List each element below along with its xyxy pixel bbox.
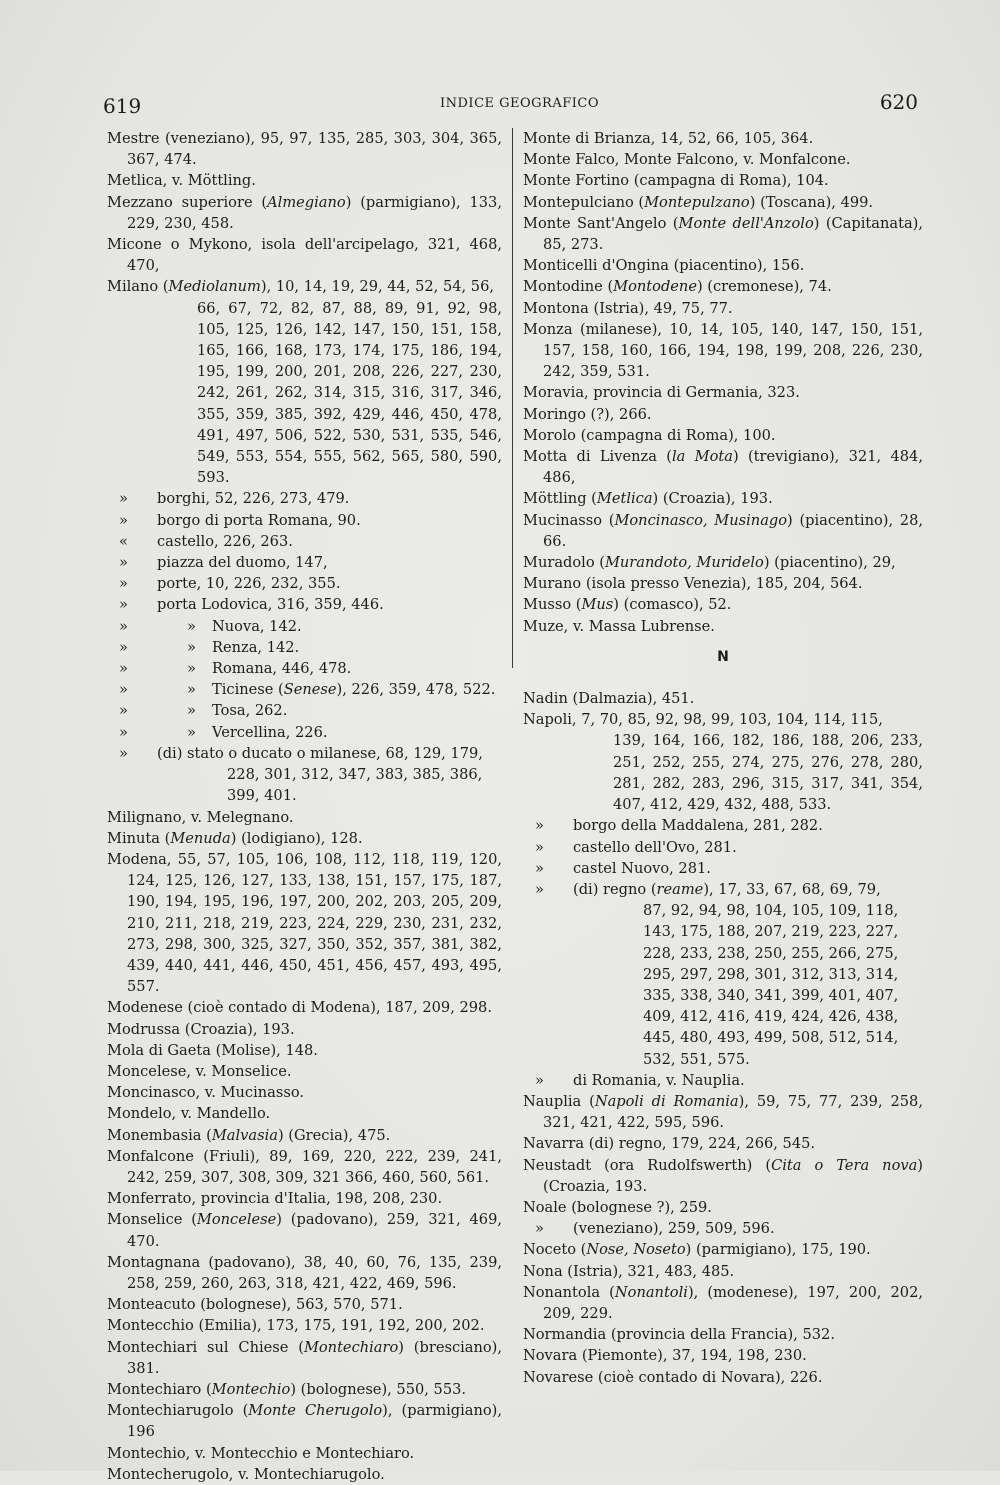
index-entry: Mucinasso (Moncinasco, Musinago) (piacentino), 28, 66. — [523, 511, 924, 550]
left-column — [107, 128, 502, 1485]
index-entry: Montechio, v. Montecchio e Montechiaro. — [107, 1444, 415, 1462]
sub-entry: » » Nuova, 142. — [119, 617, 302, 635]
sub-entry: » » Renza, 142. — [119, 638, 300, 656]
index-entry: Modrussa (Croazia), 193. — [107, 1020, 295, 1038]
right-column — [523, 128, 923, 1388]
index-entry: Moravia, provincia di Germania, 323. — [523, 384, 800, 402]
sub-entry: » » Tosa, 262. — [119, 702, 288, 720]
sub-entry: » (di) stato o ducato o milanese, 68, 129, 179, 228, 301, 312, 347, 383, 385, 386, 399, 401. — [119, 744, 483, 805]
sub-entry: » borgo della Maddalena, 281, 282. — [535, 817, 823, 835]
index-entry-continuation: 66, 67, 72, 82, 87, 88, 89, 91, 92, 98, 105, 125, 126, 142, 147, 150, 151, 158, 165, 166, 168, 173, 174, 175, 186, 194, 195, 199, 200, 201, 208, 226, 227, 230, 242, 261, 262, 314, 315, 316, 317, 346, 355, 359, 385, 392, 429, 446, 450, 478, 491, 497, 506, 522, 530, 531, 535, 546, 549, 553, 554, 555, 562, 565, 580, 590, 593. — [197, 299, 502, 487]
column-divider — [512, 128, 513, 668]
sub-entry: » » Romana, 446, 478. — [119, 660, 352, 678]
index-entry: Modena, 55, 57, 105, 106, 108, 112, 118, 119, 120, 124, 125, 126, 127, 133, 138, 151, 157, 175, 187, 190, 194, 195, 196, 197, 200, 202, 203, 205, 209, 210, 211, 218, 219, 223, 224, 229, 230, 231, 232, 273, 298, 300, 325, 327, 350, 352, 357, 381, 382, 439, 440, 441, 446, 450, 451, 456, 457, 493, 495, 557. — [107, 850, 502, 996]
sub-entry: » (di) regno (reame), 17, 33, 67, 68, 69, 79, 87, 92, 94, 98, 104, 105, 109, 118, 143, 175, 188, 207, 219, 223, 227, 228, 233, 238, 250, 255, 266, 275, 295, 297, 298, 301, 312, 313, 314, 335, 338, 340, 341, 399, 401, 407, 409, 412, 416, 419, 424, 426, 438, 445, 480, 493, 499, 508, 512, 514, 532, 551, 575. — [535, 880, 899, 1068]
page-number-left: 619 — [103, 94, 142, 118]
index-entry: Novara (Piemonte), 37, 194, 198, 230. — [523, 1347, 807, 1365]
page-header — [0, 90, 1000, 120]
index-entry: Monte Falco, Monte Falcono, v. Monfalcone. — [523, 151, 851, 169]
index-entry: Napoli, 7, 70, 85, 92, 98, 99, 103, 104, 114, 115, — [523, 711, 883, 729]
index-entry: Noale (bolognese ?), 259. — [523, 1198, 712, 1216]
page-number-right: 620 — [879, 90, 918, 114]
index-entry: Montona (Istria), 49, 75, 77. — [523, 299, 733, 317]
index-entry: Montecherugolo, v. Montechiarugolo. — [107, 1465, 385, 1483]
index-entry: Montechiari sul Chiese (Montechiaro) (bresciano), 381. — [107, 1338, 502, 1377]
index-entry: Milignano, v. Melegnano. — [107, 808, 294, 826]
index-entry: Moringo (?), 266. — [523, 405, 652, 423]
index-entry: Modenese (cioè contado di Modena), 187, 209, 298. — [107, 999, 492, 1017]
section-letter: N — [717, 648, 729, 665]
index-entry: Möttling (Metlica) (Croazia), 193. — [523, 490, 773, 508]
index-entry: Mondelo, v. Mandello. — [107, 1105, 271, 1123]
index-entry: Metlica, v. Möttling. — [107, 172, 256, 190]
sub-entry: » » Ticinese (Senese), 226, 359, 478, 522. — [119, 681, 496, 699]
index-entry: Mezzano superiore (Almegiano) (parmigiano), 133, 229, 230, 458. — [107, 193, 502, 232]
index-entry: Moncinasco, v. Mucinasso. — [107, 1084, 305, 1102]
index-entry: Monferrato, provincia d'Italia, 198, 208, 230. — [107, 1190, 443, 1208]
index-entry: Musso (Mus) (comasco), 52. — [523, 596, 732, 614]
sub-entry: » » Vercellina, 226. — [119, 723, 328, 741]
index-entry: Moncelese, v. Monselice. — [107, 1062, 292, 1080]
index-entry: Micone o Mykono, isola dell'arcipelago, 321, 468, 470, — [107, 236, 502, 275]
index-entry: Monselice (Moncelese) (padovano), 259, 321, 469, 470. — [107, 1211, 503, 1250]
index-entry: Morolo (campagna di Roma), 100. — [523, 426, 776, 444]
index-entry: Montagnana (padovano), 38, 40, 60, 76, 135, 239, 258, 259, 260, 263, 318, 421, 422, 469, 596. — [107, 1253, 502, 1292]
index-entry: Motta di Livenza (la Mota) (trevigiano), 321, 484, 486, — [523, 448, 923, 487]
index-entry: Navarra (di) regno, 179, 224, 266, 545. — [523, 1135, 816, 1153]
index-entry: Monteacuto (bolognese), 563, 570, 571. — [107, 1296, 403, 1314]
index-entry: Monembasia (Malvasia) (Grecia), 475. — [107, 1126, 391, 1144]
index-entry: Noceto (Nose, Noseto) (parmigiano), 175, 190. — [523, 1241, 871, 1259]
index-entry: Monza (milanese), 10, 14, 105, 140, 147, 150, 151, 157, 158, 160, 166, 194, 198, 199, 208, 226, 230, 242, 359, 531. — [523, 320, 923, 381]
index-entry: Nonantola (Nonantoli), (modenese), 197, 200, 202, 209, 229. — [523, 1283, 923, 1322]
sub-entry: » di Romania, v. Nauplia. — [535, 1071, 745, 1089]
index-entry: Nadin (Dalmazia), 451. — [523, 690, 695, 708]
index-entry: Montecchio (Emilia), 173, 175, 191, 192, 200, 202. — [107, 1317, 485, 1335]
sub-entry: « castello, 226, 263. — [119, 532, 293, 550]
index-entry: Novarese (cioè contado di Novara), 226. — [523, 1368, 823, 1386]
index-entry: Neustadt (ora Rudolfswerth) (Cita o Tera nova) (Croazia, 193. — [523, 1156, 923, 1195]
index-entry: Montechiaro (Montechio) (bolognese), 550, 553. — [107, 1380, 467, 1398]
index-entry: Mestre (veneziano), 95, 97, 135, 285, 303, 304, 365, 367, 474. — [107, 130, 502, 169]
index-entry: Milano (Mediolanum), 10, 14, 19, 29, 44, 52, 54, 56, — [107, 278, 495, 296]
sub-entry: » piazza del duomo, 147, — [119, 554, 328, 572]
sub-entry: » castello dell'Ovo, 281. — [535, 838, 737, 856]
index-entry: Mola di Gaeta (Molise), 148. — [107, 1041, 318, 1059]
sub-entry: » borghi, 52, 226, 273, 479. — [119, 490, 350, 508]
index-entry-continuation: 139, 164, 166, 182, 186, 188, 206, 233, 251, 252, 255, 274, 275, 276, 278, 280, 281, 282, 283, 296, 315, 317, 341, 354, 407, 412, 429, 432, 488, 533. — [613, 732, 923, 814]
running-title: INDICE GEOGRAFICO — [440, 96, 599, 111]
index-entry: Muradolo (Murandoto, Muridelo) (piacentino), 29, — [523, 554, 896, 572]
index-entry: Minuta (Menuda) (lodigiano), 128. — [107, 829, 363, 847]
index-entry: Monfalcone (Friuli), 89, 169, 220, 222, 239, 241, 242, 259, 307, 308, 309, 321 366, 460, 560, 561. — [107, 1147, 502, 1186]
sub-entry: » (veneziano), 259, 509, 596. — [535, 1220, 775, 1238]
index-entry: Monte di Brianza, 14, 52, 66, 105, 364. — [523, 130, 814, 147]
index-entry: Murano (isola presso Venezia), 185, 204, 564. — [523, 575, 863, 593]
sub-entry: » borgo di porta Romana, 90. — [119, 511, 361, 529]
index-entry: Nauplia (Napoli di Romania), 59, 75, 77, 239, 258, 321, 421, 422, 595, 596. — [523, 1092, 923, 1132]
sub-entry: » porte, 10, 226, 232, 355. — [119, 575, 341, 593]
index-entry: Normandia (provincia della Francia), 532. — [523, 1326, 835, 1344]
index-entry: Nona (Istria), 321, 483, 485. — [523, 1262, 735, 1280]
sub-entry: » porta Lodovica, 316, 359, 446. — [119, 596, 384, 614]
sub-entry: » castel Nuovo, 281. — [535, 859, 711, 877]
index-entry: Montechiarugolo (Monte Cherugolo), (parmigiano), 196 — [107, 1402, 503, 1441]
index-entry: Monte Sant'Angelo (Monte dell'Anzolo) (Capitanata), 85, 273. — [523, 214, 923, 254]
index-entry: Monte Fortino (campagna di Roma), 104. — [523, 172, 829, 190]
index-entry: Montepulciano (Montepulzano) (Toscana), 499. — [523, 193, 874, 211]
index-entry: Montodine (Montodene) (cremonese), 74. — [523, 278, 832, 296]
index-entry: Monticelli d'Ongina (piacentino), 156. — [523, 257, 805, 275]
index-entry: Muze, v. Massa Lubrense. — [523, 617, 715, 635]
